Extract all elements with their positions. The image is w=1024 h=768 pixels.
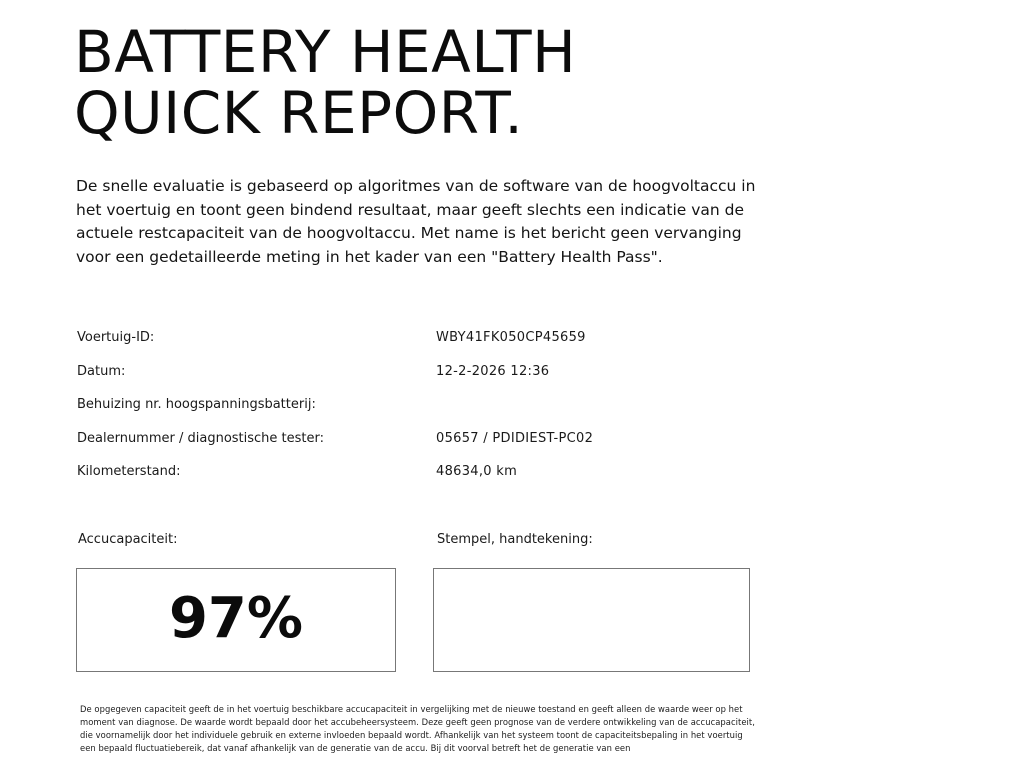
stamp-signature-box (433, 568, 750, 672)
capacity-box (76, 568, 396, 672)
report-title (74, 18, 577, 147)
capacity-label: Accucapaciteit: (78, 532, 178, 547)
dealer-tester-value: 05657 / PDIDIEST-PC02 (436, 430, 594, 446)
field-row-dealer-tester (77, 427, 777, 461)
capacity-value: 97% (168, 586, 304, 651)
date-value: 12-2-2026 12:36 (436, 363, 550, 379)
field-row-date (77, 360, 777, 394)
mileage-value: 48634,0 km (436, 464, 518, 479)
vehicle-id-value: WBY41FK050CP45659 (436, 330, 586, 345)
intro-paragraph: De snelle evaluatie is gebaseerd op algoritmes van de software van de hoogvoltaccu in het voertuig en toont geen bindend resultaat, maar geeft slechts een indicatie van de actuele restcapaciteit van de hoogvoltaccu. Met name is het bericht geen vervanging voor een gedetailleerde meting in het kader van een "Battery Health Pass". (76, 177, 756, 266)
mileage-label: Kilometerstand: (77, 464, 181, 479)
vehicle-details (77, 326, 777, 494)
field-row-battery-housing (77, 393, 777, 427)
vehicle-id-label: Voertuig-ID: (77, 330, 155, 345)
field-row-mileage (77, 460, 777, 494)
field-row-vehicle-id (77, 326, 777, 360)
date-label: Datum: (77, 363, 126, 379)
disclaimer-text: De opgegeven capaciteit geeft de in het voertuig beschikbare accucapaciteit in vergelijking met de nieuwe toestand en geeft alleen de waarde weer op het moment van diagnose. De waarde wordt bepaald door het accubeheersysteem. Deze geeft geen prognose van de verdere ontwikkeling van de accucapaciteit, die voornamelijk door het individuele gebruik en externe invloeden bepaald wordt. Afhankelijk van het systeem toont de capaciteitsbepaling in het voertuig een bepaald fluctuatiebereik, dat vanaf afhankelijk van de generatie van de accu. Bij dit voorval betreft het de generatie van een (80, 704, 755, 753)
report-title-line-1: BATTERY HEALTH (74, 18, 577, 86)
dealer-tester-label: Dealernummer / diagnostische tester: (77, 430, 324, 446)
stamp-signature-label: Stempel, handtekening: (437, 532, 593, 547)
battery-housing-label: Behuizing nr. hoogspanningsbatterij: (77, 397, 316, 412)
report-title-line-2: QUICK REPORT. (74, 79, 524, 147)
